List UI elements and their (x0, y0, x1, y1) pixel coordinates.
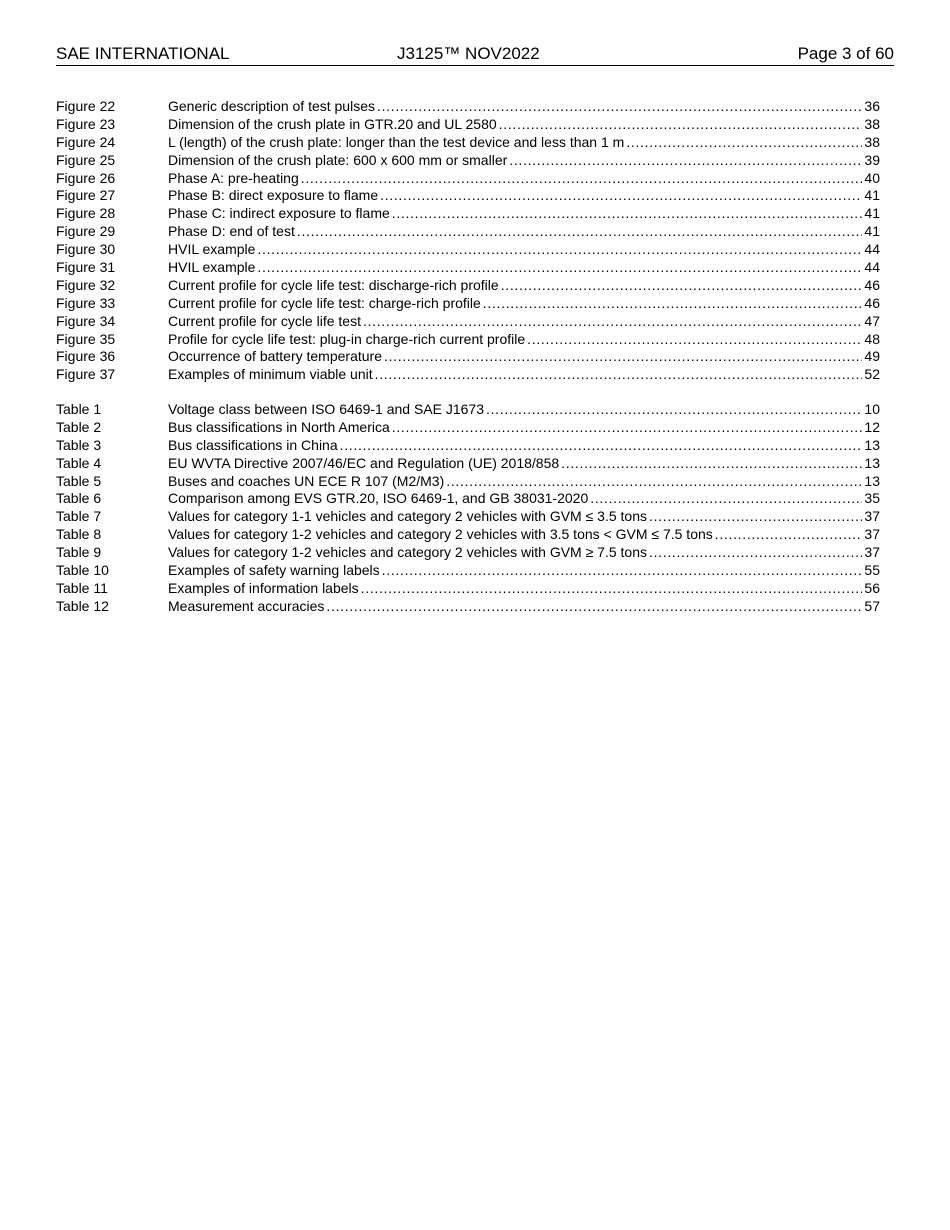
entry-title: Values for category 1-1 vehicles and category 2 vehicles with GVM ≤ 3.5 tons (168, 508, 647, 525)
figure-entry[interactable] (56, 170, 880, 188)
dot-leader (363, 313, 862, 331)
figure-entry[interactable] (56, 187, 880, 205)
figure-entry[interactable] (56, 331, 880, 349)
entry-label: Figure 26 (56, 169, 116, 186)
entry-page-number: 44 (864, 259, 880, 276)
entry-title: Values for category 1-2 vehicles and category 2 vehicles with GVM ≥ 7.5 tons (168, 544, 647, 561)
list-of-tables (56, 401, 880, 616)
entry-page-number: 57 (864, 597, 880, 614)
table-entry[interactable] (56, 598, 880, 616)
entry-page-number: 12 (864, 418, 880, 435)
dot-leader (486, 401, 862, 419)
entry-title: HVIL example (168, 241, 256, 258)
dot-leader (483, 295, 863, 313)
figure-entry[interactable] (56, 241, 880, 259)
entry-label: Figure 34 (56, 312, 116, 329)
entry-title-wrapper (168, 562, 862, 580)
entry-title-wrapper (168, 366, 862, 384)
table-entry[interactable] (56, 544, 880, 562)
entry-title-wrapper (168, 401, 862, 419)
dot-leader (377, 98, 862, 116)
entry-label: Table 8 (56, 526, 102, 543)
entry-title: Phase A: pre-heating (168, 169, 299, 186)
dot-leader (297, 223, 863, 241)
entry-label: Table 1 (56, 401, 102, 417)
dot-leader (649, 544, 862, 562)
entry-title-wrapper (168, 348, 862, 366)
entry-title-wrapper (168, 98, 862, 116)
entry-label: Table 12 (56, 597, 109, 614)
entry-page-number: 55 (864, 562, 880, 579)
dot-leader (380, 187, 862, 205)
entry-title-wrapper (168, 241, 862, 259)
entry-label: Figure 23 (56, 115, 116, 132)
entry-title-wrapper (168, 455, 862, 473)
entry-label: Figure 24 (56, 133, 116, 150)
entry-label: Table 10 (56, 562, 109, 579)
entry-label: Table 11 (56, 579, 108, 596)
entry-page-number: 41 (864, 223, 880, 240)
entry-label: Table 2 (56, 418, 102, 435)
entry-title: Buses and coaches UN ECE R 107 (M2/M3) (168, 472, 445, 489)
entry-title-wrapper (168, 544, 862, 562)
entry-page-number: 44 (864, 241, 880, 258)
dot-leader (626, 134, 862, 152)
dot-leader (361, 580, 863, 598)
entry-title: Values for category 1-2 vehicles and category 2 vehicles with 3.5 tons < GVM ≤ 7.5 tons (168, 526, 713, 543)
table-entry[interactable] (56, 580, 880, 598)
entry-title: Current profile for cycle life test: discharge-rich profile (168, 276, 499, 293)
entry-page-number: 13 (864, 454, 880, 471)
entry-title: Comparison among EVS GTR.20, ISO 6469-1, and GB 38031-2020 (168, 490, 589, 507)
entry-title-wrapper (168, 437, 862, 455)
table-entry[interactable] (56, 526, 880, 544)
entry-title: Current profile for cycle life test: charge-rich profile (168, 294, 481, 311)
dot-leader (499, 116, 863, 134)
entry-page-number: 49 (864, 348, 880, 365)
figure-entry[interactable] (56, 259, 880, 277)
entry-page-number: 36 (864, 98, 880, 114)
entry-title: Measurement accuracies (168, 597, 325, 614)
entry-label: Figure 27 (56, 187, 116, 204)
entry-title-wrapper (168, 580, 862, 598)
entry-title: Dimension of the crush plate in GTR.20 and UL 2580 (168, 115, 497, 132)
entry-title: Voltage class between ISO 6469-1 and SAE J1673 (168, 401, 484, 417)
table-entry[interactable] (56, 455, 880, 473)
entry-label: Table 3 (56, 436, 102, 453)
table-entry[interactable] (56, 473, 880, 491)
dot-leader (301, 170, 863, 188)
entry-label: Figure 25 (56, 151, 116, 168)
figure-entry[interactable] (56, 348, 880, 366)
entry-title-wrapper (168, 313, 862, 331)
entry-label: Figure 37 (56, 366, 116, 383)
dot-leader (590, 490, 862, 508)
entry-title: Examples of minimum viable unit (168, 366, 373, 383)
dot-leader (340, 437, 863, 455)
entry-label: Figure 36 (56, 348, 116, 365)
entry-title-wrapper (168, 187, 862, 205)
entry-title: Phase D: end of test (168, 223, 295, 240)
entry-title-wrapper (168, 205, 862, 223)
entry-page-number: 37 (864, 544, 880, 561)
header-page-number: Page 3 of 60 (797, 44, 894, 63)
dot-leader (392, 205, 863, 223)
entry-title: Generic description of test pulses (168, 98, 375, 114)
entry-title-wrapper (168, 331, 862, 349)
entry-title: Bus classifications in China (168, 436, 338, 453)
entry-page-number: 56 (864, 579, 880, 596)
entry-label: Figure 35 (56, 330, 116, 347)
entry-title: Dimension of the crush plate: 600 x 600 mm or smaller (168, 151, 508, 168)
entry-label: Table 6 (56, 490, 102, 507)
entry-title: Current profile for cycle life test (168, 312, 361, 329)
entry-page-number: 41 (864, 205, 880, 222)
header-document-number: J3125™ NOV2022 (397, 44, 540, 63)
entry-title: L (length) of the crush plate: longer than the test device and less than 1 m (168, 133, 625, 150)
dot-leader (375, 366, 863, 384)
page-header (56, 44, 894, 66)
dot-leader (326, 598, 862, 616)
entry-page-number: 38 (864, 133, 880, 150)
dot-leader (509, 152, 862, 170)
entry-label: Figure 32 (56, 276, 116, 293)
entry-page-number: 48 (864, 330, 880, 347)
figure-entry[interactable] (56, 223, 880, 241)
entry-page-number: 35 (864, 490, 880, 507)
table-entry[interactable] (56, 437, 880, 455)
entry-title: Profile for cycle life test: plug-in charge-rich current profile (168, 330, 526, 347)
figure-entry[interactable] (56, 205, 880, 223)
dot-leader (649, 508, 862, 526)
entry-page-number: 13 (864, 472, 880, 489)
entry-page-number: 40 (864, 169, 880, 186)
entry-title: EU WVTA Directive 2007/46/EC and Regulation (UE) 2018/858 (168, 454, 560, 471)
entry-page-number: 52 (864, 366, 880, 383)
figure-entry[interactable] (56, 313, 880, 331)
entry-title-wrapper (168, 170, 862, 188)
dot-leader (392, 419, 863, 437)
entry-page-number: 46 (864, 294, 880, 311)
entry-label: Table 4 (56, 454, 102, 471)
entry-label: Figure 33 (56, 294, 116, 311)
figure-entry[interactable] (56, 277, 880, 295)
table-entry[interactable] (56, 562, 880, 580)
entry-title-wrapper (168, 598, 862, 616)
entry-label: Figure 22 (56, 98, 116, 114)
entry-title-wrapper (168, 116, 862, 134)
dot-leader (715, 526, 863, 544)
entry-label: Figure 31 (56, 259, 116, 276)
list-of-figures (56, 98, 880, 384)
figure-entry[interactable] (56, 366, 880, 384)
entry-title: Examples of safety warning labels (168, 562, 380, 579)
entry-page-number: 47 (864, 312, 880, 329)
dot-leader (561, 455, 862, 473)
header-organization: SAE INTERNATIONAL (56, 44, 230, 63)
entry-page-number: 46 (864, 276, 880, 293)
entry-title-wrapper (168, 277, 862, 295)
entry-title: HVIL example (168, 259, 256, 276)
entry-title-wrapper (168, 134, 862, 152)
dot-leader (382, 562, 863, 580)
entry-page-number: 39 (864, 151, 880, 168)
dot-leader (257, 259, 862, 277)
figure-entry[interactable] (56, 152, 880, 170)
entry-label: Figure 29 (56, 223, 116, 240)
entry-title-wrapper (168, 259, 862, 277)
figure-entry[interactable] (56, 295, 880, 313)
entry-label: Figure 30 (56, 241, 116, 258)
dot-leader (384, 348, 862, 366)
entry-title-wrapper (168, 223, 862, 241)
dot-leader (527, 331, 862, 349)
entry-title-wrapper (168, 295, 862, 313)
entry-title-wrapper (168, 419, 862, 437)
dot-leader (257, 241, 862, 259)
figure-entry[interactable] (56, 134, 880, 152)
entry-title-wrapper (168, 152, 862, 170)
entry-page-number: 41 (864, 187, 880, 204)
table-entry[interactable] (56, 508, 880, 526)
entry-title-wrapper (168, 473, 862, 491)
entry-page-number: 38 (864, 115, 880, 132)
entry-label: Table 9 (56, 544, 102, 561)
dot-leader (446, 473, 862, 491)
entry-title-wrapper (168, 490, 862, 508)
entry-label: Figure 28 (56, 205, 116, 222)
dot-leader (501, 277, 863, 295)
entry-page-number: 37 (864, 508, 880, 525)
table-entry[interactable] (56, 419, 880, 437)
entry-title-wrapper (168, 526, 862, 544)
entry-label: Table 5 (56, 472, 102, 489)
entry-title: Phase C: indirect exposure to flame (168, 205, 390, 222)
entry-title-wrapper (168, 508, 862, 526)
figure-entry[interactable] (56, 98, 880, 116)
entry-page-number: 10 (864, 401, 880, 417)
entry-page-number: 37 (864, 526, 880, 543)
entry-title: Examples of information labels (168, 579, 359, 596)
entry-label: Table 7 (56, 508, 102, 525)
entry-page-number: 13 (864, 436, 880, 453)
figure-entry[interactable] (56, 116, 880, 134)
entry-title: Occurrence of battery temperature (168, 348, 382, 365)
entry-title: Bus classifications in North America (168, 418, 390, 435)
entry-title: Phase B: direct exposure to flame (168, 187, 379, 204)
table-entry[interactable] (56, 490, 880, 508)
table-entry[interactable] (56, 401, 880, 419)
